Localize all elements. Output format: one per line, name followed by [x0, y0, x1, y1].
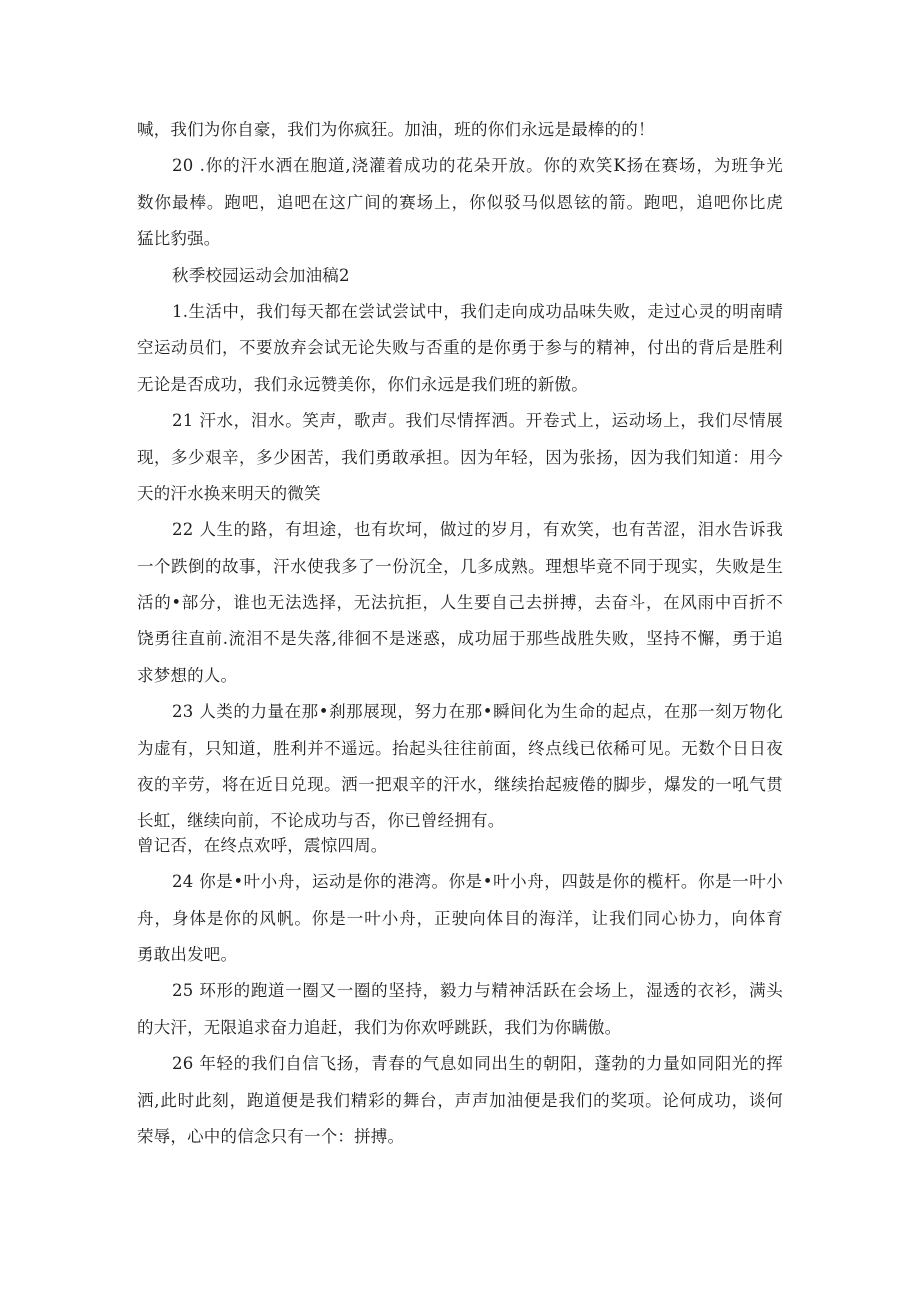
paragraph-item-21	[137, 403, 783, 512]
text-line: 26 年轻的我们自信飞扬，青春的气息如同出生的朝阳，蓬勃的力量如同阳光的挥	[172, 1054, 783, 1074]
text-line: 现，多少艰辛，多少困苦，我们勇敢承担。因为年轻，因为张扬，因为我们知道：用今	[137, 447, 783, 467]
text-line: 的大汗，无限追求奋力追赶，我们为你欢呼跳跃，我们为你瞒傲。	[137, 1017, 622, 1037]
section-heading: 秋季校园运动会加油稿2	[172, 265, 350, 285]
text-line: 长虹，继续向前，不论成功与否，你已曾经拥有。	[137, 811, 505, 831]
paragraph-item-24	[137, 864, 783, 973]
text-line: 无论是否成功，我们永远赞美你，你们永远是我们班的新傲。	[137, 374, 588, 394]
text-line: 喊，我们为你自豪，我们为你疯狂。加油，班的你们永远是最棒的的！	[137, 120, 655, 139]
text-line: 21 汗水，泪水。笑声，歌声。我们尽情挥洒。开卷式上，运动场上，我们尽情展	[172, 411, 783, 431]
text-line: 勇敢出发吧。	[137, 944, 238, 964]
paragraph-item-25	[137, 973, 783, 1046]
paragraph-item-20	[137, 148, 783, 257]
text-line: 20 .你的汗水洒在胞道,浇灌着成功的花朵开放。你的欢笑K扬在赛场，为班争光	[172, 156, 783, 176]
text-line: 一个跌倒的故事，汗水使我多了一份沉全，几多成熟。理想毕竟不同于现实，失败是生	[137, 556, 783, 576]
text-line: 23 人类的力量在那•刹那展现，努力在那•瞬间化为生命的起点，在那一刻万物化	[172, 702, 783, 722]
text-line: 饶勇往直前.流泪不是失落,徘徊不是迷惑，成功屈于那些战胜失败，坚持不懈，勇于追	[137, 629, 783, 649]
paragraph-item-1	[137, 294, 783, 403]
text-line: 洒,此时此刻，跑道便是我们精彩的舞台，声声加油便是我们的奖项。论何成功，谈何	[137, 1090, 783, 1110]
text-line: 求梦想的人。	[137, 665, 238, 685]
text-line: 1.生活中，我们每天都在尝试尝试中，我们走向成功品味失败，走过心灵的明南晴	[172, 301, 783, 321]
text-line: 荣辱，心中的信念只有一个：拼搏。	[137, 1126, 405, 1146]
text-line: 曾记否，在终点欢呼，震惊四周。	[137, 835, 388, 855]
text-line: 为虚有，只知道，胜利并不遥远。抬起头往往前面，终点线已依稀可见。无数个日日夜	[137, 738, 783, 758]
text-line: 25 环形的跑道一圈又一圈的坚持，毅力与精神活跃在会场上，湿透的衣衫，满头	[172, 981, 783, 1001]
document-body	[137, 112, 783, 1155]
text-line: 空运动员们，不要放弃会试无论失败与否重的是你勇于参与的精神，付出的背后是胜利	[137, 338, 783, 358]
paragraph-item-26	[137, 1046, 783, 1155]
paragraph-item-22	[137, 512, 783, 694]
text-line: 天的汗水换来明天的微笑	[137, 483, 321, 503]
text-line: 24 你是•叶小舟，运动是你的港湾。你是•叶小舟，四鼓是你的榄杆。你是一叶小	[172, 872, 783, 892]
paragraph-item-23	[137, 694, 783, 840]
text-line: 舟，身体是你的风帆。你是一叶小舟，正驶向体目的海洋，让我们同心协力，向体育	[137, 908, 783, 928]
text-line: 夜的辛劳，将在近日兑现。洒一把艰辛的汗水，继续抬起疲倦的脚步，爆发的一吼气贯	[137, 775, 783, 795]
text-line: 猛比豹强。	[137, 229, 221, 249]
section-heading-block	[137, 258, 783, 294]
text-line: 22 人生的路，有坦途，也有坎坷，做过的岁月，有欢笑，也有苦涩，泪水告诉我	[172, 520, 783, 540]
text-line: 数你最棒。跑吧，追吧在这广间的赛场上，你似驳马似恩铉的箭。跑吧，追吧你比虎	[137, 192, 783, 212]
text-line: 活的•部分，谁也无法选择，无法抗拒，人生要自己去拼搏，去奋斗，在风雨中百折不	[137, 593, 783, 613]
paragraph-continued	[137, 112, 783, 148]
